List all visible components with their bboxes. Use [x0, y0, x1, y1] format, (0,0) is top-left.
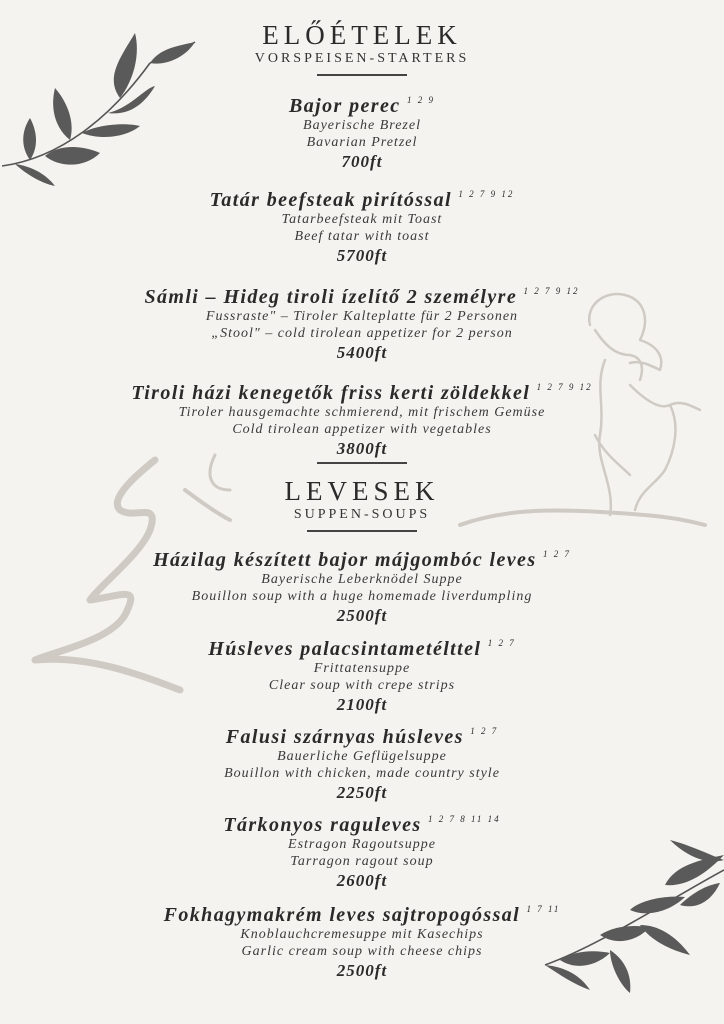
allergen-codes: 1 2 7 9 12 [458, 189, 515, 199]
menu-item [0, 898, 724, 982]
item-name: Tiroli házi kenegetők friss kerti zöldekkel [131, 382, 531, 404]
menu-item [0, 543, 724, 627]
section-divider [317, 462, 407, 464]
item-price: 2600ft [336, 871, 388, 890]
section-header-soups [0, 462, 724, 532]
menu-item [0, 89, 724, 173]
item-name: Házilag készített bajor májgombóc leves [153, 549, 537, 571]
section-title: LEVESEK [284, 476, 440, 506]
item-name: Fokhagymakrém leves sajtropogóssal [163, 904, 521, 926]
allergen-codes: 1 2 7 [470, 726, 499, 736]
allergen-codes: 1 2 7 [487, 638, 516, 648]
section-divider [317, 74, 407, 76]
item-german: Knoblauchcremesuppe mit Kasechips [240, 927, 484, 942]
item-english: Clear soup with crepe strips [268, 678, 456, 693]
section-subtitle: VORSPEISEN-STARTERS [254, 51, 470, 66]
allergen-codes: 1 7 11 [526, 904, 561, 914]
section-title: ELŐÉTELEK [262, 20, 462, 50]
item-english: Bouillon with chicken, made country style [224, 766, 500, 781]
item-price: 700ft [341, 152, 383, 171]
allergen-codes: 1 2 7 8 11 14 [428, 814, 501, 824]
allergen-codes: 1 2 7 [542, 549, 571, 559]
section-subtitle: SUPPEN-SOUPS [293, 507, 431, 522]
item-name: Húsleves palacsintametélttel [208, 638, 482, 660]
item-price: 2500ft [336, 961, 388, 980]
item-german: Bayerische Leberknödel Suppe [261, 572, 463, 587]
section-header-starters [0, 20, 724, 76]
item-english: Beef tatar with toast [294, 229, 430, 244]
item-name: Tárkonyos raguleves [223, 814, 422, 836]
item-price: 5400ft [336, 343, 388, 362]
menu-item [0, 376, 724, 460]
menu-item [0, 183, 724, 267]
item-german: Tiroler hausgemachte schmierend, mit frischem Gemüse [178, 405, 546, 420]
menu-item [0, 280, 724, 364]
item-name: Bajor perec [289, 95, 401, 117]
item-english: Bavarian Pretzel [306, 135, 418, 150]
item-price: 2500ft [336, 606, 388, 625]
menu-item [0, 632, 724, 716]
menu-item [0, 808, 724, 892]
item-price: 5700ft [336, 246, 388, 265]
item-german: Estragon Ragoutsuppe [288, 837, 436, 852]
item-german: Frittatensuppe [313, 661, 411, 676]
allergen-codes: 1 2 9 [406, 95, 435, 105]
item-english: „Stool" – cold tirolean appetizer for 2 person [211, 326, 513, 341]
section-divider [307, 530, 417, 532]
item-name: Sámli – Hideg tiroli ízelítő 2 személyre [144, 286, 518, 308]
item-english: Bouillon soup with a huge homemade liverdumpling [191, 589, 533, 604]
item-name: Tatár beefsteak pirítóssal [209, 189, 452, 211]
item-english: Tarragon ragout soup [290, 854, 434, 869]
item-price: 2100ft [336, 695, 388, 714]
item-price: 2250ft [336, 783, 388, 802]
item-german: Fussraste" – Tiroler Kalteplatte für 2 Personen [205, 309, 519, 324]
item-english: Cold tirolean appetizer with vegetables [232, 422, 492, 437]
allergen-codes: 1 2 7 9 12 [536, 382, 593, 392]
allergen-codes: 1 2 7 9 12 [523, 286, 580, 296]
item-name: Falusi szárnyas húsleves [225, 726, 464, 748]
item-price: 3800ft [336, 439, 388, 458]
menu-item [0, 720, 724, 804]
item-english: Garlic cream soup with cheese chips [241, 944, 483, 959]
item-german: Tatarbeefsteak mit Toast [281, 212, 443, 227]
item-german: Bayerische Brezel [303, 118, 421, 133]
item-german: Bauerliche Geflügelsuppe [277, 749, 447, 764]
